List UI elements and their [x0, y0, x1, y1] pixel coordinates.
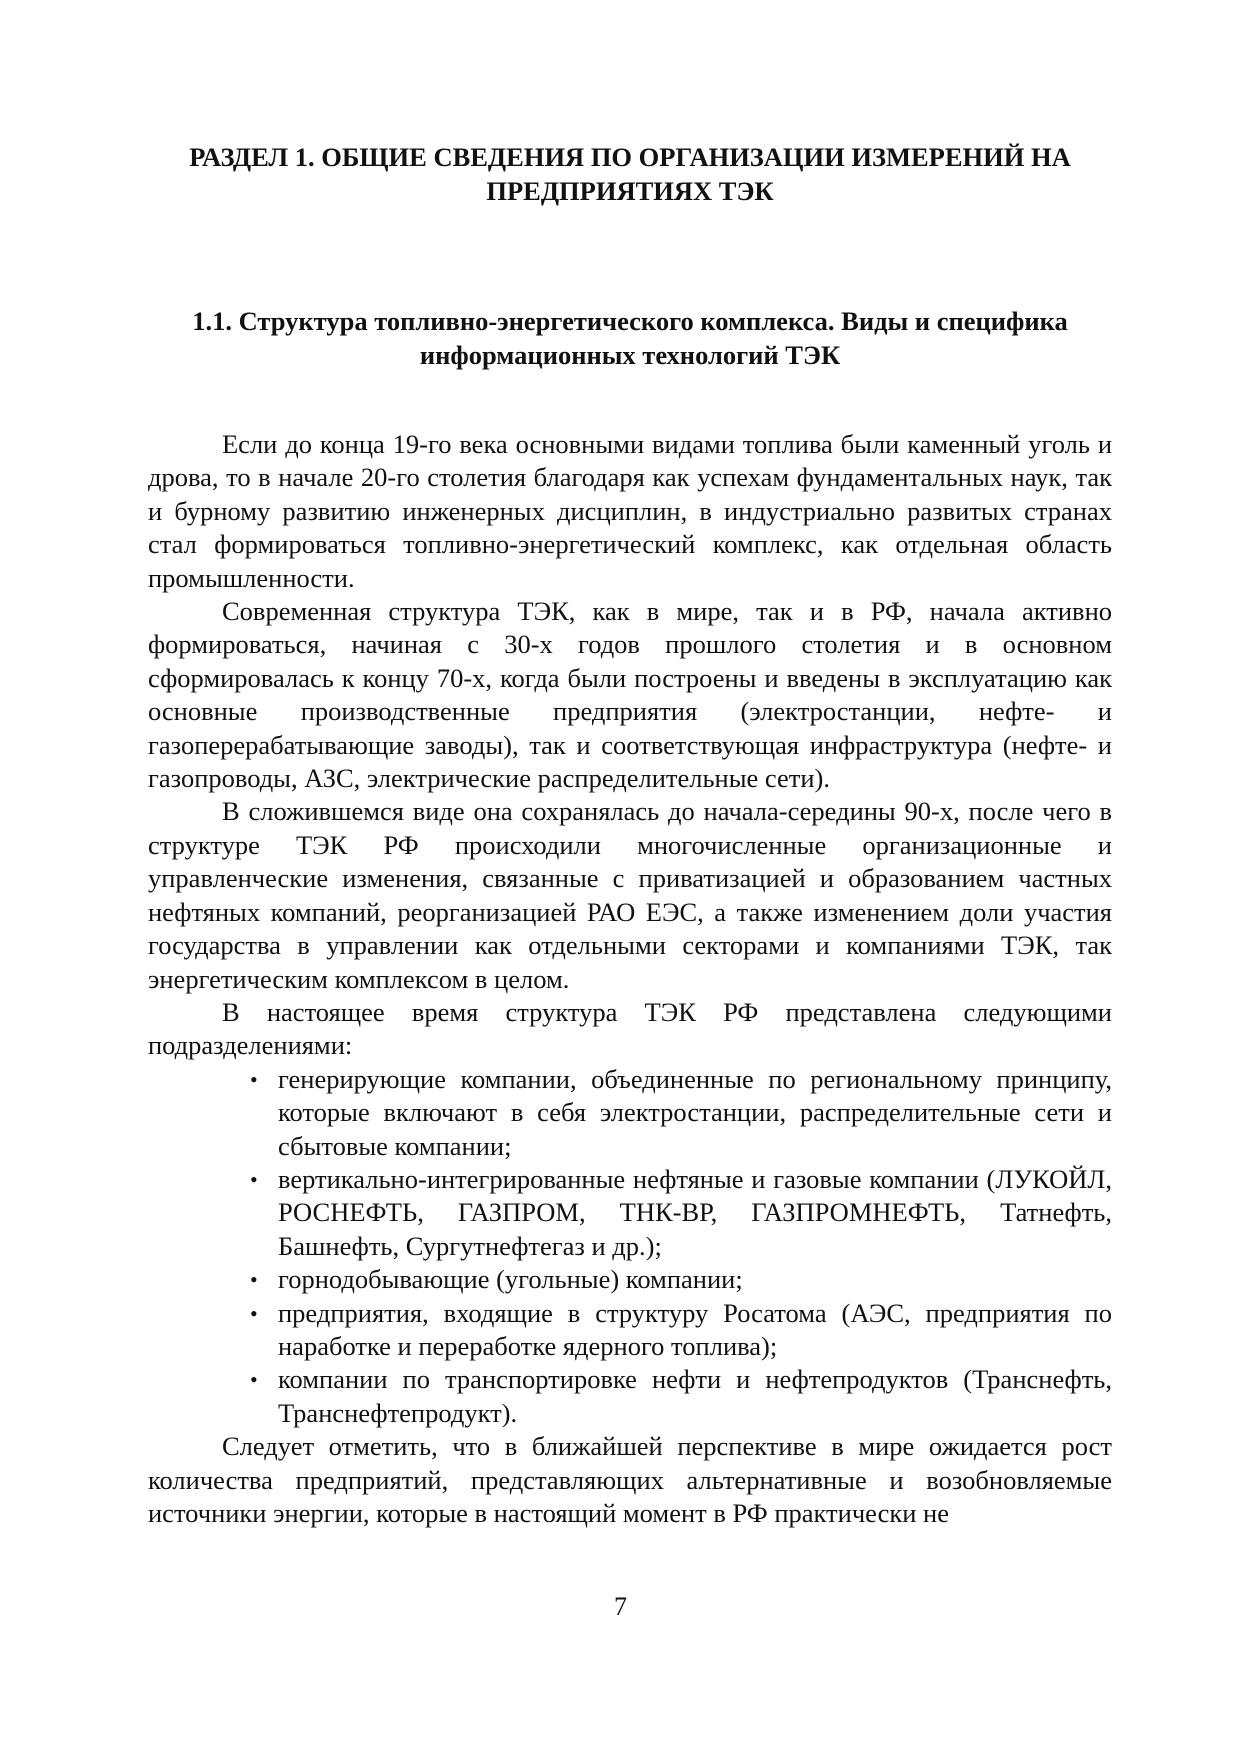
- paragraph: Если до конца 19-го века основными видами топлива были каменный уголь и дрова, то в начале 20-го столетия благодаря как успехам фундаментальных наук, так и бурному развитию инженерных дисциплин, в индустриально развитых странах стал формироваться топливно-энергетический комплекс, как отдельная область промышленности.: [148, 429, 1112, 593]
- bullet-item: [250, 1297, 1112, 1364]
- bullet-icon: •: [250, 1166, 258, 1192]
- bullet-item: [250, 1363, 1112, 1430]
- bullet-text: горнодобывающие (угольные) компании;: [278, 1264, 743, 1295]
- bullet-text: предприятия, входящие в структуру Росатома (АЭС, предприятия по наработке и переработке ядерного топлива);: [278, 1297, 1112, 1361]
- bullet-item: [250, 1063, 1112, 1163]
- paragraph: В сложившемся виде она сохранялась до начала-середины 90-х, после чего в структуре ТЭК РФ происходили многочисленные организационные и управленческие изменения, связанные с приватизацией и образованием частных нефтяных компаний, реорганизацией РАО ЕЭС, а также изменением доли участия государства в управлении как отдельными секторами и компаниями ТЭК, так энергетическим комплексом в целом.: [148, 796, 1112, 994]
- body-text: [148, 428, 1112, 1530]
- page-number: 7: [614, 1592, 627, 1621]
- bullet-text: генерирующие компании, объединенные по региональному принципу, которые включают в себя электростанции, распределительные сети и сбытовые компании;: [278, 1063, 1112, 1161]
- paragraph: Современная структура ТЭК, как в мире, так и в РФ, начала активно формироваться, начиная с 30-х годов прошлого столетия и в основном сформировалась к концу 70-х, когда были построены и введены в эксплуатацию как основные производственные предприятия (электростанции, нефте- и газоперерабатывающие заводы), так и соответствующая инфраструктура (нефте- и газопроводы, АЗС, электрические распределительные сети).: [148, 596, 1112, 794]
- bullet-icon: •: [250, 1066, 258, 1092]
- section-title: РАЗДЕЛ 1. ОБЩИЕ СВЕДЕНИЯ ПО ОРГАНИЗАЦИИ ИЗМЕРЕНИЙ НА ПРЕДПРИЯТИЯХ ТЭК: [189, 142, 1071, 206]
- bullet-icon: •: [250, 1367, 258, 1393]
- bullet-icon: •: [250, 1267, 258, 1293]
- paragraph: Следует отметить, что в ближайшей перспективе в мире ожидается рост количества предприятий, представляющих альтернативные и возобновляемые источники энергии, которые в настоящий момент в РФ практически не: [148, 1431, 1112, 1528]
- bullet-list: [148, 1063, 1112, 1430]
- bullet-icon: •: [250, 1300, 258, 1326]
- bullet-text: вертикально-интегрированные нефтяные и газовые компании (ЛУКОЙЛ, РОСНЕФТЬ, ГАЗПРОМ, ТНК-ВР, ГАЗПРОМНЕФТЬ, Татнефть, Башнефть, Сургутнефтегаз и др.);: [278, 1163, 1112, 1261]
- subsection-title: 1.1. Структура топливно-энергетического комплекса. Виды и специфика информационных технологий ТЭК: [192, 306, 1068, 370]
- bullet-text: компании по транспортировке нефти и нефтепродуктов (Транснефть, Транснефтепродукт).: [278, 1364, 1112, 1428]
- document-page: [148, 138, 1112, 1530]
- bullet-item: [250, 1263, 1112, 1296]
- paragraph: В настоящее время структура ТЭК РФ представлена следующими подразделениями:: [148, 996, 1112, 1061]
- bullet-item: [250, 1163, 1112, 1263]
